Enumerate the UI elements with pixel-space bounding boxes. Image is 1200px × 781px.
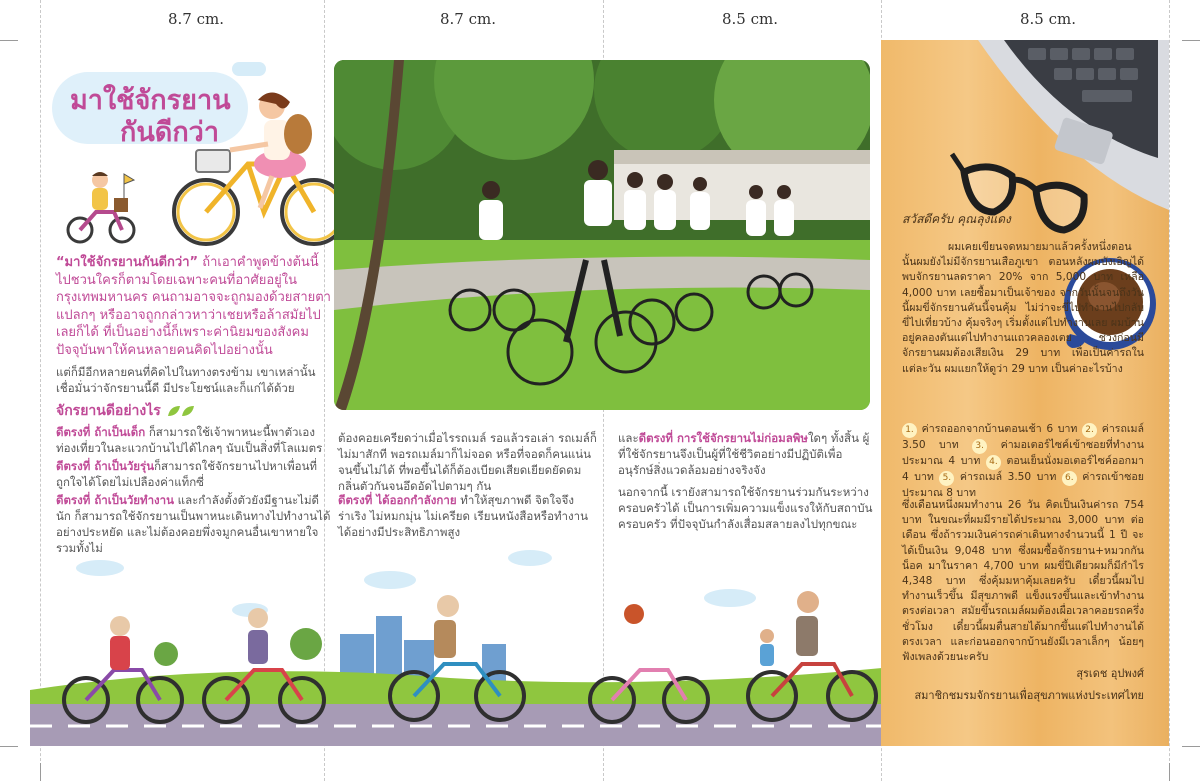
cyclist-woman-illustration [168,84,348,248]
list-number: 5. [939,471,954,486]
intro-paragraph [56,254,332,360]
family-paragraph: นอกจากนี้ เรายังสามารถใช้จักรยานร่วมกันระหว่างครอบครัวได้ เป็นการเพิ่มความแข็งแรงให้กับสถาบันครอบครัว ที่ปัจจุบันกำลังเสื่อมสลายลงไปทุกขณะ [618,485,873,531]
cyclist-child-illustration [66,168,138,248]
list-item: ค่ารถเมล์ 3.50 บาท [902,423,1144,451]
letter-cost-list [902,422,1144,501]
family-cycling-illustration [30,540,882,746]
paragraph-2: แต่ก็มีอีกหลายคนที่คิดไปในทางตรงข้าม เขาเหล่านั้นเชื่อมั่นว่าจักรยานนี้ดี มีประโยชน์และก็แก่ได้ด้วย [56,365,316,395]
page-title-line2: กันดีกว่า [120,117,220,148]
cloud-icon [232,62,266,76]
benefit-teen [56,458,332,490]
benefit-pollution-text: ใดๆ ทั้งสิ้น ผู้ที่ใช้จักรยานจึงเป็นผู้ที่ใช้ชีวิตอย่างมีปฏิบัติเพื่ออนุรักษ์สิ่งแวดล้อมอย่างจริงจัง [618,431,870,477]
leaf-icon [166,404,196,418]
letter-paragraph-2: ซึ่งเดือนหนึ่งผมทำงาน 26 วัน คิดเป็นเงินค่ารถ 754 บาท ในขณะที่ผมมีรายได้ประมาณ 3,000 บาท ต่อเดือน ซึ่งถ้ารวมเงินค่ารถค่าเดินทางจำนวนนี้ 1 ปี จะได้เป็นเงิน 9,048 บาท ซึ่งผมซื้อจักรยาน+หมวกกันน็อค มาในราคา 4,700 บาท ผมขี่ปีเดียวผมก็มีกำไร 4,348 บาท ซึ่งคุ้มมหาคุ้มเลยครับ เดี๋ยวนี้ผมไปทำงานเร็วขึ้น มีสุขภาพดี แข็งแรงขึ้นและเข้าทำงานตรงต่อเวลา สมัยขึ้นรถเมล์ผมต้องเผื่อเวลาคอยรถครึ่งชั่วโมง เดี๋ยวนี้ผมตื่นสายได้มากขึ้นแต่ไปทำงานได้ตรงเวลา และก่อนออกจากบ้านยังมีเวลาเล็กๆ น้อยๆ ฟังเพลงด้วยนะครับ [902,499,1144,664]
benefit-pollution-label: ดีตรงที่ การใช้จักรยานไม่ก่อมลพิษ [638,431,808,445]
list-number: 3. [972,439,987,454]
section-heading-text: จักรยานดีอย่างไร [56,403,161,419]
benefit-child-text: ก็สามารถใช้เจ้าพาหนะนี้พาตัวเองท่องเที่ยวในละแวกบ้านไปได้ไกลๆ นับเป็นสิ่งที่โลแมตร [56,425,323,455]
intro-lead: “มาใช้จักรยานกันดีกว่า” [56,255,199,270]
fold-line-5 [1169,0,1170,781]
measure-col4: 8.5 cm. [1020,10,1077,28]
list-number: 1. [902,423,917,438]
list-number: 6. [1062,471,1077,486]
crop-mark [1182,746,1200,747]
letter-paragraph-1: ผมเคยเขียนจดหมายมาแล้วครั้งหนึ่งตอนนั้นผมยังไม่มีจักรยานเสือภูเขา ตอนหลังผมบังเอิญได้พบจักรยานลดราคา 20% จาก 5,000 บาท เหลือ 4,000 บาท เลยซื้อมาเป็นเจ้าของ จากวันนั้นจนถึงวันนี้ผมขี่จักรยานคันนี้จนคุ้ม ไม่ว่าจะขี่ไปทำงานไปกลับ ขี่ไปเที่ยวบ้าง คุ้มจริงๆ เริ่มตั้งแต่ไปทำงานเลย ผมบ้านอยู่คลองตันแต่ไปทำงานแถวคลองเตย ช่วงก่อนมีจักรยานผมต้องเสียเงิน 29 บาท เพื่อเป็นค่ารถในแต่ละวัน ผมแยกให้ดูว่า 29 บาท เป็นค่าอะไรบ้าง [902,241,1144,375]
list-number: 4. [986,455,1001,470]
benefit-teen-label: ดีตรงที่ ถ้าเป็นวัยรุ่น [56,459,155,473]
list-item: ตอนเย็นนั่งมอเตอร์ไซค์ออกมา 4 บาท [902,455,1144,483]
list-item: ค่ารถเมล์ 3.50 บาท [959,471,1057,483]
measure-col1: 8.7 cm. [168,10,225,28]
page-title-line1: มาใช้จักรยาน [70,85,231,116]
benefit-child-label: ดีตรงที่ ถ้าเป็นเด็ก [56,425,146,439]
crop-mark [1169,763,1170,781]
measure-col3: 8.5 cm. [722,10,779,28]
list-number: 2. [1082,423,1097,438]
benefit-exercise-text: ทำให้สุขภาพดี จิตใจจึงร่าเริง ไม่หมกมุ่น ไม่เครียด เรียนหนังสือหรือทำงานได้อย่างมีประสิทธิภาพสูง [338,493,588,539]
list-item: ค่ามอเตอร์ไซค์เข้าซอยที่ทำงานประมาณ 4 บาท [902,439,1144,467]
benefit-worker-label: ดีตรงที่ ถ้าเป็นวัยทำงาน [56,493,174,507]
benefit-exercise [338,492,600,540]
benefit-pollution-pre: และ [618,431,639,445]
signature-organization: สมาชิกชมรมจักรยานเพื่อสุขภาพแห่งประเทศไทย [914,689,1144,702]
group-cycling-photo [334,60,870,410]
list-item: ค่ารถเข้าซอยประมาณ 8 บาท [902,471,1144,499]
letter-greeting: สวัสดีครับ คุณลุงแดง [902,212,1011,226]
benefit-pollution [618,430,874,478]
crop-mark [1182,40,1200,41]
crop-mark [0,40,18,41]
benefit-teen-text: ก็สามารถใช้จักรยานไปหาเพื่อนที่ถูกใจได้โดยไม่เปลืองค่าแท็กซี่ [56,459,318,489]
crop-mark [40,763,41,781]
signature-name: สุรเดช อุปพงศ์ [1076,667,1144,680]
benefit-child [56,424,332,456]
crop-mark [0,746,18,747]
section-heading [56,400,196,422]
col2-continuation: ต้องคอยเครียดว่าเมื่อไรรถเมล์ รอแล้วรอเล่า รถเมล์ก็ไม่มาสักที พอรถเมล์มาก็ไม่จอด หรือที่จอดก็คนแน่นจนขึ้นไม่ได้ ที่พอขึ้นได้ก็ต้องเบียดเสียดเยียดยัดดมกลิ่นตัวกันจนอึดอัดไปตามๆ กัน [338,431,597,493]
intro-rest: ถ้าเอาคำพูดข้างต้นนี้ไปชวนใครก็ตามโดยเฉพาะคนที่อาศัยอยู่ในกรุงเทพมหานคร คนถามอาจจะถูกมองด้วยสายตาแปลกๆ หรืออาจถูกกล่าวหาว่าเชยหรือล้าสมัยไปเลยก็ได้ ที่เป็นอย่างนี้ก็เพราะค่านิยมของสังคมปัจจุบันพาให้คนหลายคนคิดไปอย่างนั้น [56,255,331,358]
benefit-worker-text: และกำลังตั้งตัวยังมีฐานะไม่ดีนัก ก็สามารถใช้จักรยานเป็นพาหนะเดินทางไปทำงานได้อย่างประหยัด และไม่ต้องคอยพึ่งจมูกคนอื่นเขาหายใจ รวมทั้งไม่ [56,493,331,555]
list-item: ค่ารถออกจากบ้านตอนเช้า 6 บาท [921,423,1078,435]
measure-col2: 8.7 cm. [440,10,497,28]
benefit-exercise-label: ดีตรงที่ ได้ออกกำลังกาย [338,493,457,507]
